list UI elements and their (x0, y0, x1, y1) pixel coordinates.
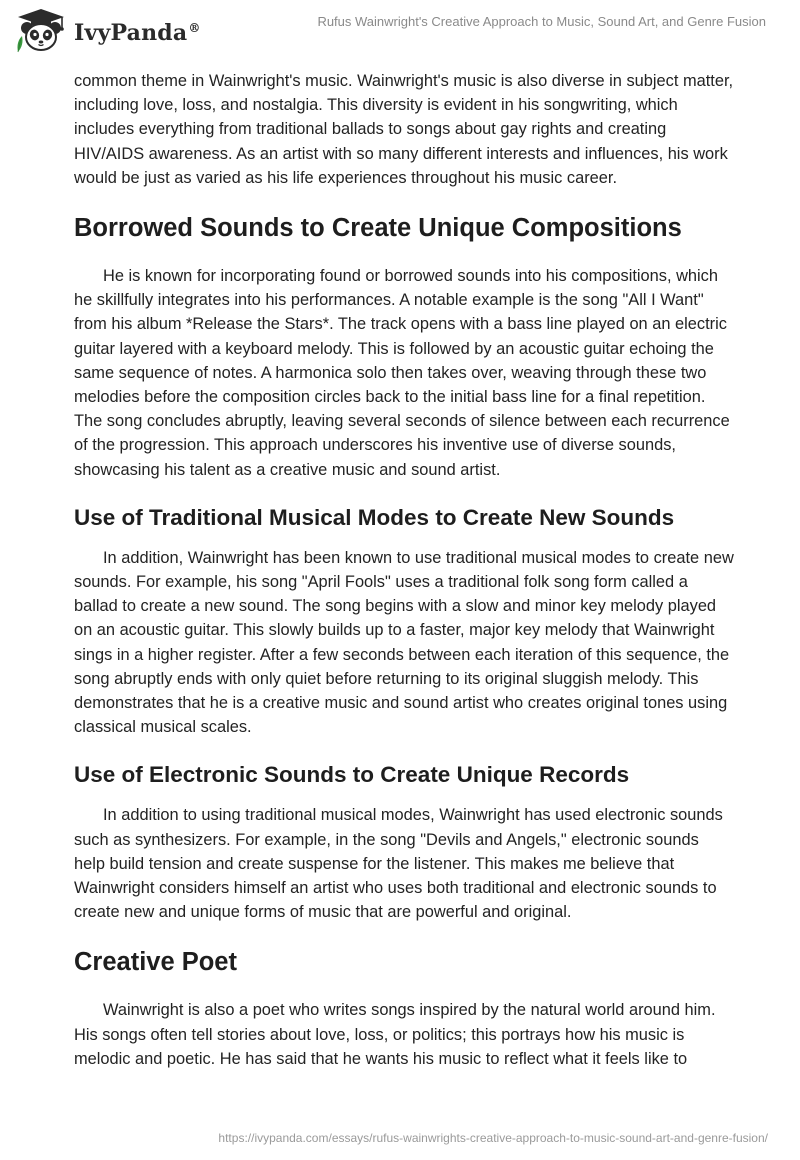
panda-graduate-icon (14, 8, 68, 54)
document-title: Rufus Wainwright's Creative Approach to Music, Sound Art, and Genre Fusion (317, 14, 766, 29)
essay-content (74, 69, 734, 1071)
intro-paragraph: common theme in Wainwright's music. Wainwright's music is also diverse in subject matter, including love, loss, and nostalgia. This diversity is evident in his songwriting, which includes everything from traditional ballads to songs about gay rights and creating HIV/AIDS awareness. As an artist with so many different interests and influences, his work would be just as varied as his life experiences throughout his music career. (74, 72, 734, 187)
section-paragraph-creative-poet: Wainwright is also a poet who writes songs inspired by the natural world around him. His songs often tell stories about love, loss, or politics; this portrays how his music is melodic and poetic. He has said that he wants his music to reflect what it feels like to (74, 1001, 716, 1068)
section-heading-traditional-modes: Use of Traditional Musical Modes to Create New Sounds (74, 504, 675, 530)
section-paragraph-electronic-sounds: In addition to using traditional musical modes, Wainwright has used electronic sounds such as synthesizers. For example, in the song "Devils and Angels," electronic sounds help build tension and create suspense for the listener. This makes me believe that Wainwright considers himself an artist who uses both traditional and electronic sounds to create new and unique forms of music that are powerful and original. (74, 806, 723, 922)
source-url[interactable]: https://ivypanda.com/essays/rufus-wainwrights-creative-approach-to-music-sound-art-and-genre-fusion/ (218, 1131, 768, 1145)
section-heading-borrowed-sounds: Borrowed Sounds to Create Unique Compositions (74, 214, 682, 243)
section-paragraph-traditional-modes: In addition, Wainwright has been known to use traditional musical modes to create new sounds. For example, his song "April Fools" uses a traditional folk song form called a ballad to create a new sound. The song begins with a slow and minor key melody played on an acoustic guitar. This slowly builds up to a faster, major key melody that Wainwright sings in a higher register. After a few seconds between each iteration of this sequence, the song abruptly ends with only quiet before returning to its original sluggish melody. This demonstrates that he is a creative music and sound artist who creates original tones using classical musical scales. (74, 548, 734, 737)
section-paragraph-borrowed-sounds: He is known for incorporating found or borrowed sounds into his compositions, which he skillfully integrates into his performances. A notable example is the song "All I Want" from his album *Release the Stars*. The track opens with a bass line played on an electric guitar layered with a keyboard melody. This is followed by an acoustic guitar echoing the same sequence of notes. A harmonica solo then takes over, weaving through these two melodies before the composition circles back to the initial bass line for a final repetition. The song concludes abruptly, leaving several seconds of silence between each recurrence of the progression. This approach underscores his inventive use of diverse sounds, showcasing his talent as a creative music and sound artist. (74, 267, 730, 479)
section-heading-electronic-sounds: Use of Electronic Sounds to Create Unique Records (74, 762, 630, 788)
logo-wordmark: IvyPanda® (74, 20, 201, 46)
section-heading-creative-poet: Creative Poet (74, 948, 237, 977)
page-header (0, 0, 800, 60)
ivypanda-logo[interactable] (14, 8, 201, 54)
